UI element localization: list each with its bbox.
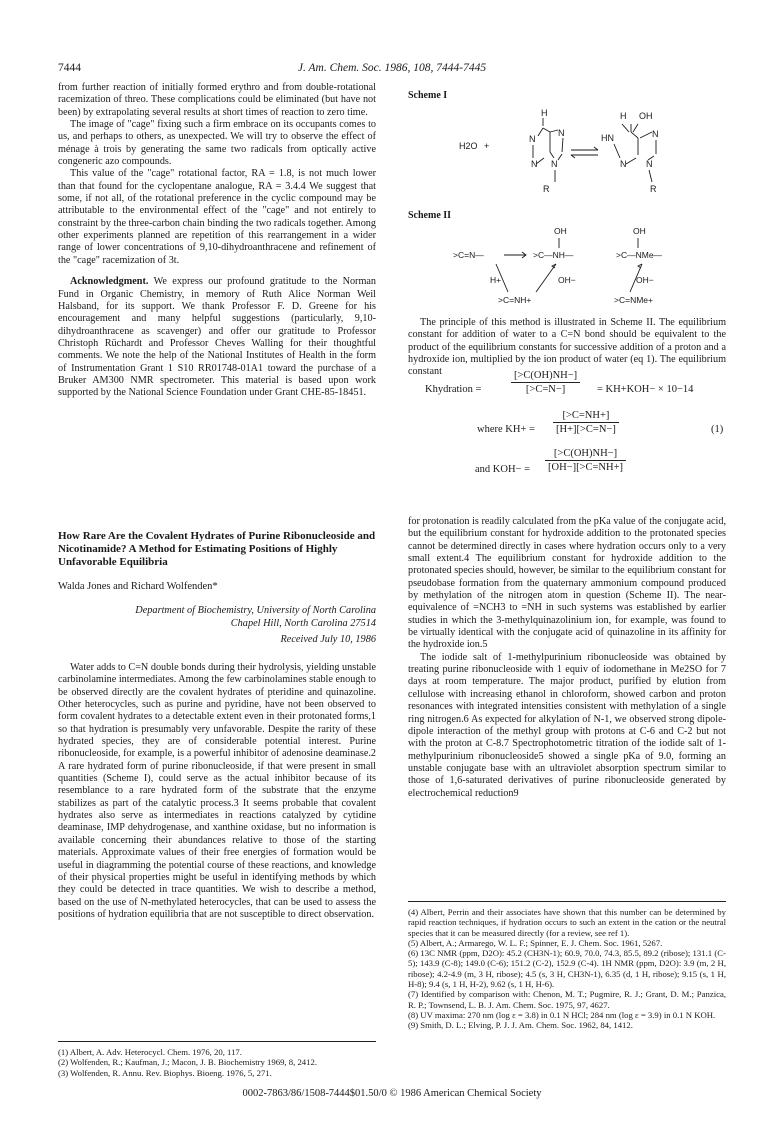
paragraph: from further reaction of initially formed erythro and from double-rotational racemization of threo. These complications could be eliminated (but have not been) by extrapolating several results at short times of reaction to zero time. [58, 82, 376, 118]
n-label: N [620, 159, 627, 169]
r-label: R [543, 184, 550, 194]
hn-label: HN [601, 133, 614, 143]
plus-sign: + [484, 141, 490, 151]
n-label: N [652, 129, 659, 139]
paragraph: Water adds to C=N double bonds during their hydrolysis, yielding unstable carbinolamine intermediates. Among the few carbinolamines stable enough to be observed directly are the covalent hydrates of pteridine and quinazoline. Other heterocycles, such as purine and pyridine, have not been observed to form covalent hydrates to a detectable extent even in their protonated forms,1 so that hydration is presumably very unfavorable. Despite the rarity of these hydrated species, they are of considerable potential interest. Purine ribonucleoside, for example, is a powerful inhibitor of adenosine deaminase.2 A rare hydrated form of purine ribonucleoside, if that were present in small quantities (Scheme I), could serve as the actual inhibitor because of its resemblance to a rare hydrated form of the substrate that the enzyme stabilizes as part of the catalytic process.3 It seems probable that covalent hydrates also serve as intermediates in reactions catalyzed by cytidine deaminase, IMP dehydrogenase, and xanthine oxidase, but no information is available concerning their abundances relative to those of the starting materials. Approximate values of their free energies of formation would be useful in diagramming the potential course of these reactions, and knowledge of their physical properties might be useful in identifying methods by which they could be detected in trace quantities. We wish to describe a method, based on the use of N-methylated heterocycles, that can be used to assess the positions of hydration equilibria that are not susceptible to direct observation. [58, 662, 376, 920]
numerator: [>C(OH)NH−] [511, 370, 580, 383]
n-label: N [646, 159, 653, 169]
numerator: [>C(OH)NH−] [545, 448, 626, 461]
iminium-label: >C=NH+ [498, 295, 532, 305]
oh-label: OH [554, 226, 567, 236]
page-footer: 0002-7863/86/1508-7444$01.50/0 © 1986 American Chemical Society [242, 1088, 542, 1099]
footnote-rule [408, 901, 726, 902]
n-label: N [531, 159, 538, 169]
scheme-2-label: Scheme II [408, 210, 452, 221]
footnote: (5) Albert, A.; Armarego, W. L. F.; Spinner, E. J. Chem. Soc. 1961, 5267. [408, 937, 663, 948]
scheme-1-label: Scheme I [408, 90, 448, 101]
denominator: [H+][>C=N−] [556, 424, 616, 435]
article-authors: Walda Jones and Richard Wolfenden* [58, 581, 218, 592]
methyl-carbinolamine-label: >C—NMe— [616, 250, 663, 260]
oh-label: OH [633, 226, 646, 236]
footnote: (4) Albert, Perrin and their associates have shown that this number can be determined by rapid reaction techniques, if hydration occurs to such an extent in the cation or the neutral species that it can be measured directly (for a review, see ref 1). [408, 907, 726, 938]
n-label: N [558, 128, 565, 138]
right-column-body [408, 516, 726, 800]
equation-number: (1) [711, 424, 724, 435]
affiliation-line: Department of Biochemistry, University of North Carolina [135, 605, 376, 616]
paragraph: This value of the "cage" rotational factor, RA = 1.8, is not much lower than that found for the cyclopentane analogue, RA = 3.4.4 We suggest that some, if not all, of the rotational preference in the cyclic compound may be attributable to the environmental effect of the "cage" and not entirely to constraint by the three-carbon chain binding the two radicals together. Among other experiments planned are repetition of this rearrangement in a wider range of lower concentrations of 9,10-dihydroanthracene and refinement of the "cage" racemization of 3t. [58, 168, 376, 266]
hydroxide-label: OH− [558, 275, 576, 285]
affiliation-line: Chapel Hill, North Carolina 27514 [230, 617, 376, 629]
denominator: [OH−][>C=NH+] [548, 462, 624, 473]
previous-article-text [58, 82, 376, 400]
paragraph: The image of "cage" fixing such a firm embrace on its occupants comes to us, and perhaps to others, as unexpected. We will try to observe the effect of ménage à trois by generating the same two radicals from optically active congeneric azo compounds. [58, 119, 376, 168]
footnotes-right [408, 907, 726, 1031]
fraction [511, 370, 580, 395]
footnote-rule [58, 1041, 376, 1042]
footnote: (8) UV maxima: 270 nm (log ε = 3.8) in 0.1 N HCl; 284 nm (log ε = 3.9) in 0.1 N KOH. [408, 1009, 716, 1020]
k-hydration-rhs: = KH+KOH− × 10−14 [597, 384, 694, 395]
denominator: [>C=N−] [525, 384, 566, 395]
page-number: 7444 [58, 62, 81, 74]
imine-label: >C=N— [453, 250, 484, 260]
h-label: H [620, 111, 627, 121]
footnote: (2) Wolfenden, R.; Kaufman, J.; Macon, J. B. Biochemistry 1969, 8, 2412. [58, 1057, 318, 1068]
acknowledgment [58, 276, 376, 399]
acknowledgment-label: Acknowledgment. [70, 276, 149, 288]
equation-1 [425, 370, 725, 488]
carbinolamine-label: >C—NH— [533, 250, 574, 260]
scheme-1-diagram [408, 100, 726, 200]
footnote: (3) Wolfenden, R. Annu. Rev. Biophys. Bioeng. 1976, 5, 271. [58, 1067, 272, 1078]
and-label: and KOH− = [475, 464, 531, 475]
proton-label: H+ [490, 275, 502, 285]
article-title: How Rare Are the Covalent Hydrates of Purine Ribonucleoside and Nicotinamide? A Method for Estimating Positions of Highly Unfavorable Equilibria [58, 530, 376, 568]
received-date: Received July 10, 1986 [280, 634, 376, 645]
paragraph: The principle of this method is illustrated in Scheme II. The equilibrium constant for addition of water to a C=N bond should be equivalent to the product of the equilibrium constants for successive addition of a proton and a hydroxide ion, multiplied by the ion product of water (eq 1). The equilibrium constant [408, 317, 726, 378]
hydroxide-label: OH− [636, 275, 654, 285]
scheme-2-diagram [408, 220, 726, 310]
paragraph: The iodide salt of 1-methylpurinium ribonucleoside was obtained by treating purine ribonucleoside with 1 equiv of iodomethane in Me2SO for 7 days at room temperature. The major product, purified by elution from cellulose with increasing ethanol in chloroform, showed carbon and proton resonances with integrated intensities consistent with methylation of a single ring nitrogen.6 As expected for alkylation of N-1, we observed strong dipole-dipole interaction of the methyl group with protons at C-6 and C-2 but not with the proton at C-8.7 Spectrophotometric titration of the iodide salt of 1-methylpurinium ribonucleoside5 showed a single pKa of 9.0, forming an unstable conjugate base with an ultraviolet absorption spectrum similar to those of 1,6-saturated derivatives of purine ribonucleoside generated by electrochemical reduction9 [408, 651, 726, 799]
n-label: N [551, 159, 558, 169]
water-label: H2O [459, 141, 478, 151]
article-intro [58, 662, 376, 921]
footnote: (9) Smith, D. L.; Elving, P. J. J. Am. Chem. Soc. 1962, 84, 1412. [408, 1020, 633, 1031]
numerator: [>C=NH+] [553, 410, 619, 423]
footnote: (6) 13C NMR (ppm, D2O): 45.2 (CH3N-1); 60.9, 70.0, 74.3, 85.5, 89.2 (ribose); 131.1 (C-5); 143.9 (C-8); 149.0 (C-6); 151.2 (C-2), 152.9 (C-4). 1H NMR (ppm, D2O): 3.9 (m, 2 H, ribose); 4.2-4.9 (m, 3 H, ribose); 4.5 (s, 3 H, CH3N-1), 6.35 (d, 1 H, ribose); 9.15 (s, 1 H, H-8); 9.4 (s, 1 H, H-2), 9.62 (s, 1 H, H-6). [408, 948, 726, 990]
affiliation [58, 605, 376, 630]
acknowledgment-text: We express our profound gratitude to the Norman Fund in Organic Chemistry, in memory of Ruth Alice Norman Weil Halsband, for its support. We thank Professor F. D. Greene for his encouragement and many helpful suggestions (particularly, 9,10-dihydroanthracene as scavenger) and offer our gratitude to Professor Christoph Rüchardt and Professor Cheves Walling for their thoughtful comments. We note the help of the National Institutes of Health in the form of Instrumentation Grant 1 S10 RR01748-01A1 toward the purchase of a Bruker AM300 NMR spectrometer. This material is based upon work supported by the National Science Foundation under Grant CHE-85-18451. [58, 276, 376, 399]
paragraph: for protonation is readily calculated from the pKa value of the conjugate acid, but the equilibrium constant for hydroxide addition to the protonated species cannot be determined directly in cases where hydration occurs only to a very small extent.4 The equilibrium constant for hydroxide addition to the protonated species should, however, be similar to the equilibrium constant for pseudobase formation from the quaternary ammonium compound produced by methylation of the nitrogen atom in question (Scheme II). The near-equivalence of =NCH3 to =NH in such systems was established by earlier studies in which the 3-methylquinazolinium ion, for example, was found to be virtually identical with the conjugate acid of quinazoline in its affinity for the hydroxide ion.5 [408, 516, 726, 651]
footnote: (1) Albert, A. Adv. Heterocycl. Chem. 1976, 20, 117. [58, 1047, 242, 1057]
where-label: where KH+ = [477, 424, 535, 435]
k-hydration-label: Khydration = [425, 384, 482, 395]
h-label: H [541, 108, 548, 118]
n-label: N [529, 134, 536, 144]
oh-label: OH [639, 111, 653, 121]
journal-header: J. Am. Chem. Soc. 1986, 108, 7444-7445 [297, 62, 487, 74]
fraction [553, 410, 619, 435]
r-label: R [650, 184, 657, 194]
footnotes-left [58, 1047, 376, 1078]
methyliminium-label: >C=NMe+ [614, 295, 653, 305]
fraction [545, 448, 626, 473]
footnote: (7) Identified by comparison with: Chenon, M. T.; Pugmire, R. J.; Grant, D. M.; Panzica, R. P.; Townsend, L. B. J. Am. Chem. Soc. 1975, 97, 4627. [408, 989, 726, 1010]
